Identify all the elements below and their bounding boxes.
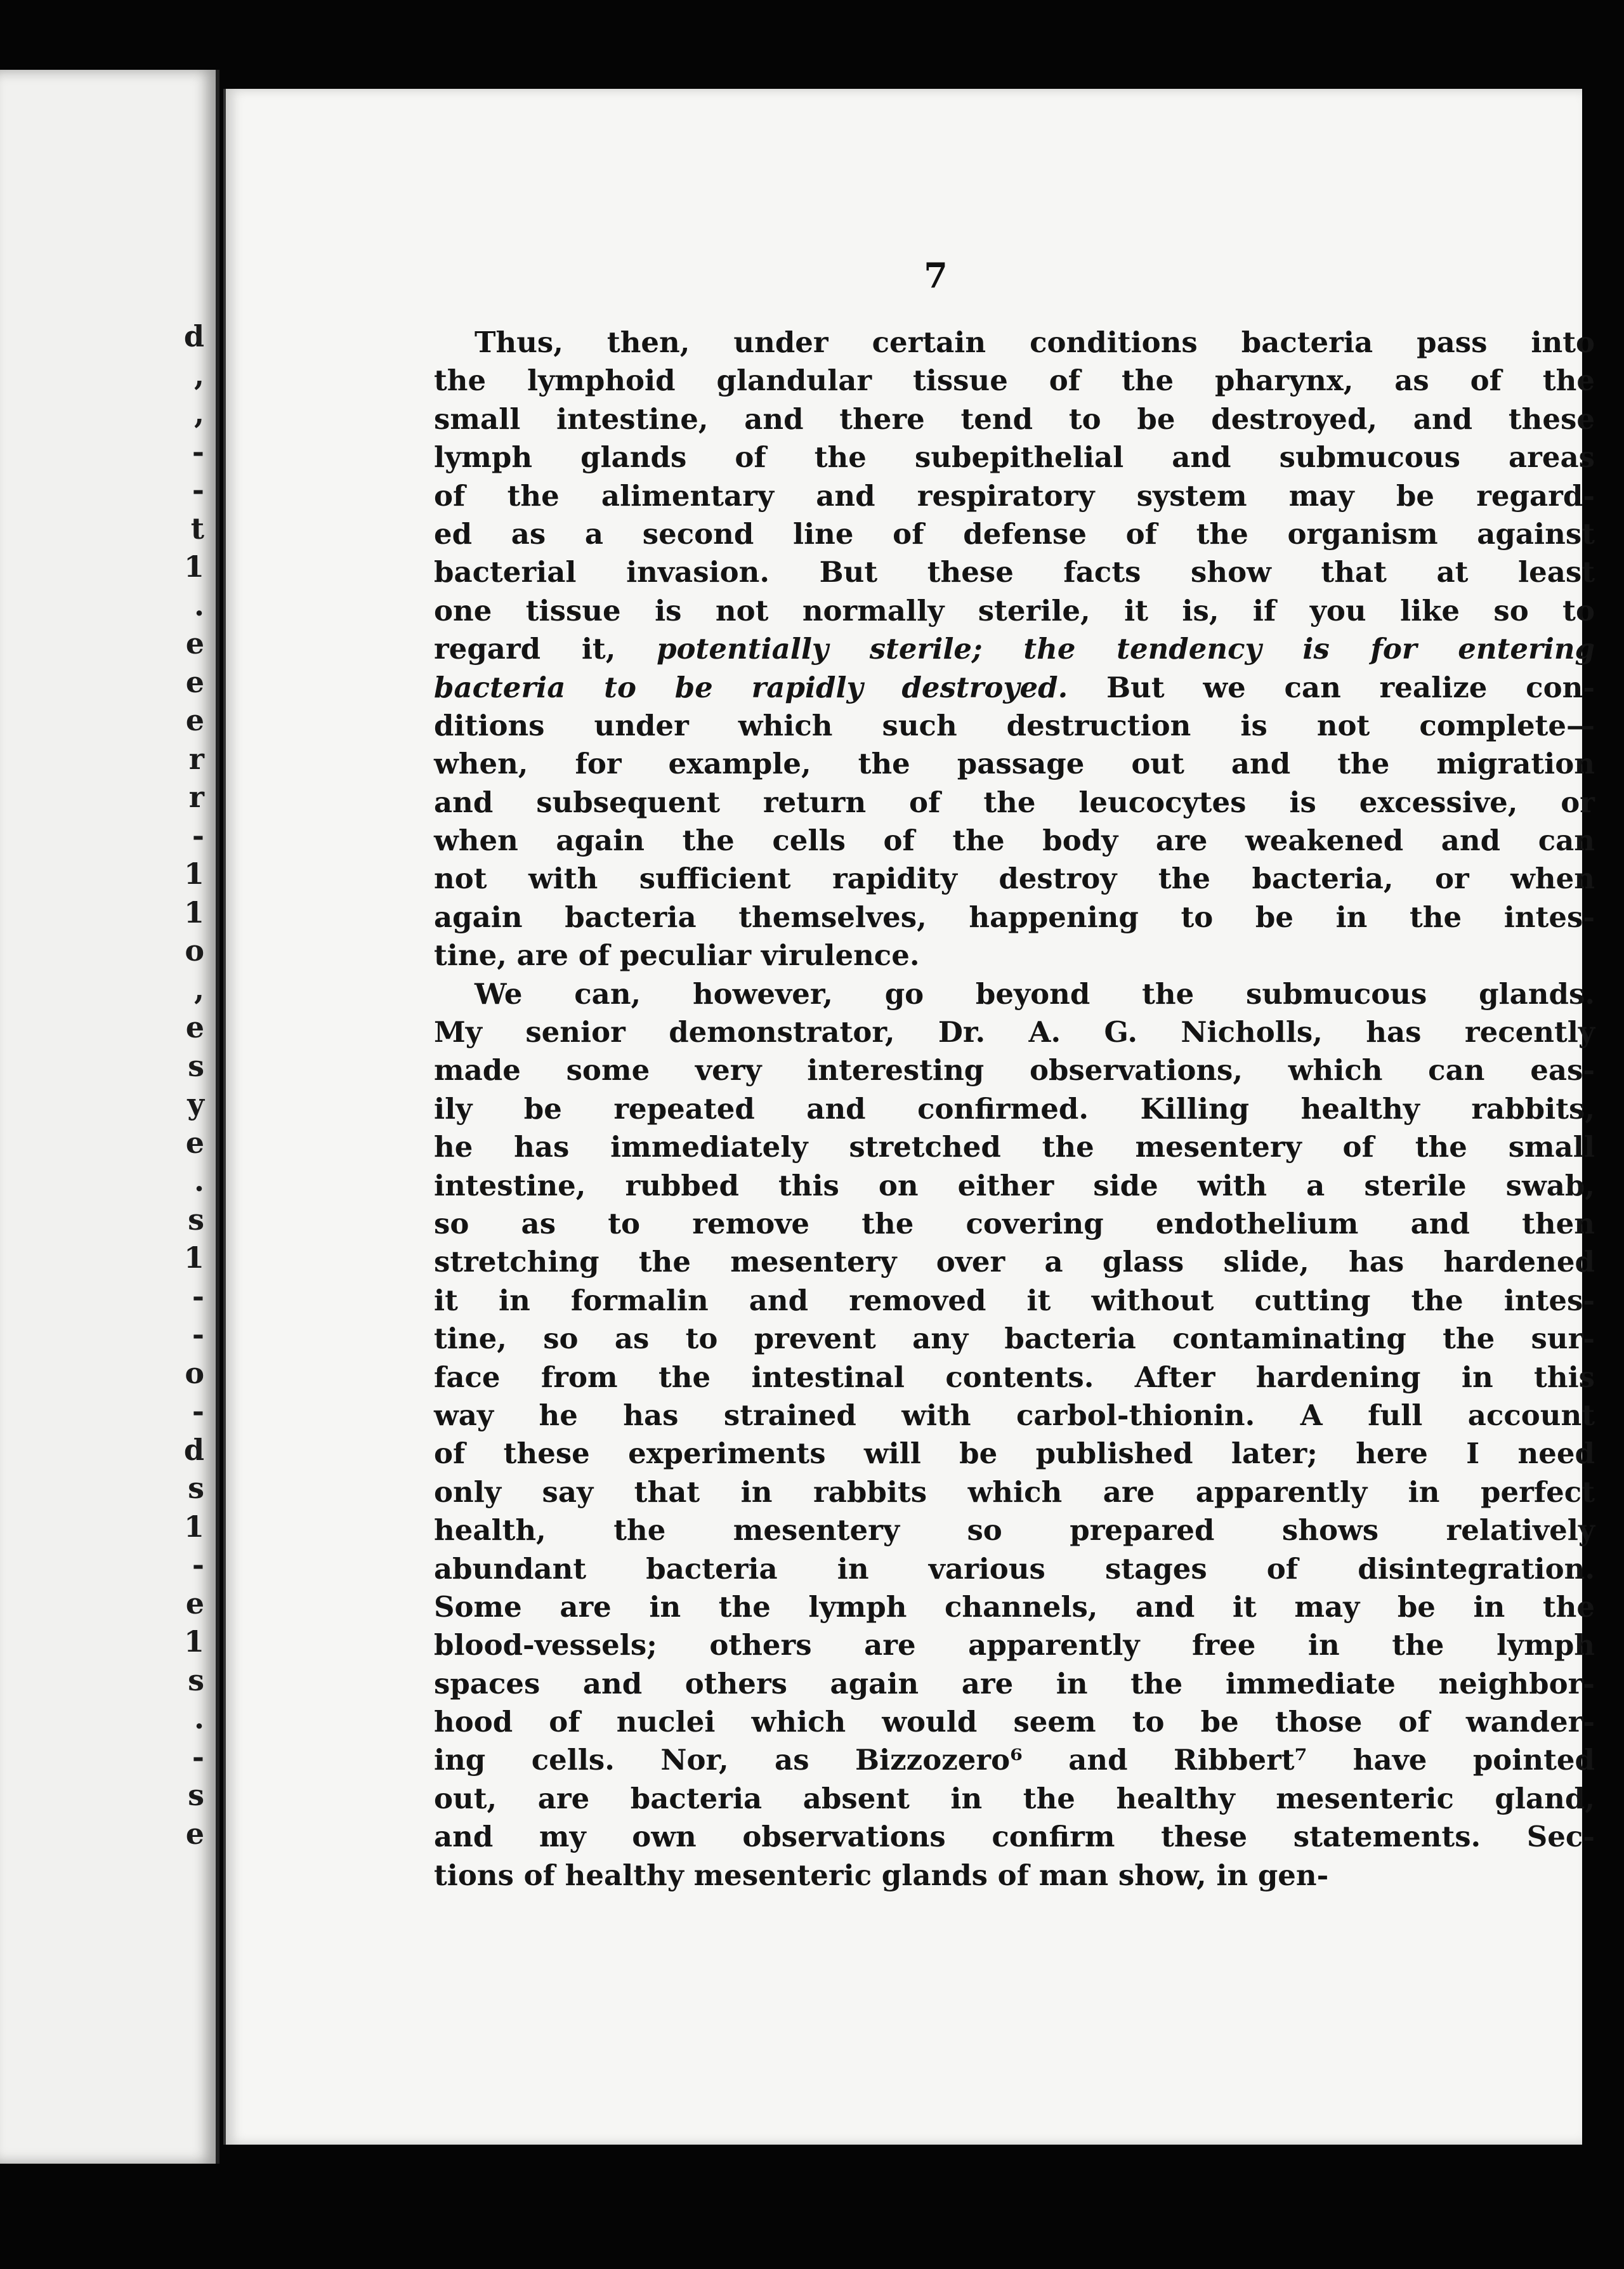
text-segment: he has immediately stretched the mesentery of the small [434, 1130, 1595, 1164]
text-line [434, 1818, 1595, 1856]
italic-text: bacteria to be rapidly destroyed. [434, 670, 1068, 704]
book-page [223, 89, 1595, 2145]
text-line [434, 937, 1595, 975]
text-line [434, 898, 1595, 937]
text-line [434, 1397, 1595, 1435]
facing-page-fragment: s [188, 1048, 204, 1083]
text-segment: it in formalin and removed it without cutting the intes- [434, 1283, 1595, 1317]
facing-page-fragment: , [193, 396, 204, 430]
facing-page-fragment: s [188, 1662, 204, 1697]
facing-page-fragment: y [187, 1087, 204, 1121]
text-segment: bacterial invasion. But these facts show that at least [434, 555, 1595, 589]
text-segment: the lymphoid glandular tissue of the pharynx, as of the [434, 364, 1595, 398]
text-segment: small intestine, and there tend to be destroyed, and these [434, 402, 1595, 436]
facing-page-fragment: d [183, 319, 204, 353]
text-line [434, 630, 1595, 668]
text-line [434, 553, 1595, 591]
body-text [434, 324, 1595, 1895]
text-segment: regard it, [434, 632, 657, 666]
facing-page-fragment: e [185, 1816, 204, 1851]
text-segment: when again the cells of the body are weakened and can [434, 824, 1595, 858]
facing-page-fragment: s [188, 1471, 204, 1505]
text-line [434, 975, 1595, 1013]
text-segment: ily be repeated and confirmed. Killing healthy rabbits, [434, 1091, 1595, 1126]
text-line [434, 1243, 1595, 1281]
facing-page-fragment: e [185, 626, 204, 661]
text-segment: blood-vessels; others are apparently free in the lymph [434, 1628, 1595, 1662]
text-segment: spaces and others again are in the immediate neighbor- [434, 1666, 1595, 1700]
text-line [434, 362, 1595, 400]
text-segment: tine, so as to prevent any bacteria contaminating the sur- [434, 1322, 1595, 1356]
facing-page-fragment: 1 [183, 549, 204, 584]
text-line [434, 1358, 1595, 1397]
facing-page-fragment: r [188, 780, 204, 814]
text-segment: so as to remove the covering endothelium and then [434, 1206, 1595, 1240]
facing-page-fragment: . [193, 1701, 204, 1735]
italic-text: potentially sterile; the tendency is for entering [657, 632, 1595, 666]
text-segment: out, are bacteria absent in the healthy mesenteric gland, [434, 1781, 1595, 1815]
facing-page-fragment: , [193, 357, 204, 392]
facing-page-fragment: - [192, 1279, 204, 1313]
facing-page-fragment: e [185, 703, 204, 737]
facing-page-fragment: 1 [183, 895, 204, 930]
text-segment: only say that in rabbits which are apparently in perfect [434, 1475, 1595, 1509]
text-segment: tine, are of peculiar virulence. [434, 938, 920, 973]
text-segment: not with sufficient rapidity destroy the bacteria, or when [434, 862, 1595, 896]
text-segment: face from the intestinal contents. After hardening in this [434, 1360, 1595, 1394]
text-segment: stretching the mesentery over a glass slide, has hardened [434, 1245, 1595, 1279]
text-line [434, 784, 1595, 822]
text-line [434, 669, 1595, 707]
text-line [434, 1703, 1595, 1741]
facing-page-fragment: 1 [183, 1509, 204, 1544]
text-segment: ed as a second line of defense of the organism against [434, 516, 1595, 551]
facing-page-fragment: d [183, 1432, 204, 1467]
facing-page-fragment: - [192, 1739, 204, 1774]
text-segment: But we can realize con- [1068, 670, 1595, 704]
facing-page-fragment: . [193, 1164, 204, 1198]
text-segment: hood of nuclei which would seem to be those of wander- [434, 1705, 1595, 1739]
text-segment: again bacteria themselves, happening to be in the intes- [434, 900, 1595, 934]
text-segment: and subsequent return of the leucocytes is excessive, or [434, 785, 1595, 819]
facing-page-edge [0, 70, 219, 2164]
text-segment: ing cells. Nor, as Bizzozero⁶ and Ribbert⁷ have pointed [434, 1743, 1595, 1777]
facing-page-fragment: - [192, 473, 204, 507]
text-segment: and my own observations confirm these statements. Sec- [434, 1820, 1595, 1854]
facing-page-fragment: 1 [183, 857, 204, 891]
text-segment: intestine, rubbed this on either side with a sterile swab, [434, 1168, 1595, 1202]
facing-page-fragment: t [190, 511, 204, 546]
facing-page-fragment: 1 [183, 1240, 204, 1275]
facing-page-fragment: e [185, 1586, 204, 1621]
facing-page-fragment: s [188, 1778, 204, 1812]
text-line [434, 1013, 1595, 1051]
facing-page-fragment: - [192, 434, 204, 469]
text-segment: We can, however, go beyond the submucous glands. [475, 977, 1595, 1011]
text-segment: of the alimentary and respiratory system may be regard- [434, 478, 1595, 513]
text-segment: Some are in the lymph channels, and it may be in the [434, 1589, 1595, 1624]
text-segment: abundant bacteria in various stages of disintegration. [434, 1551, 1595, 1586]
text-line [434, 1282, 1595, 1320]
text-segment: way he has strained with carbol-thionin. A full account [434, 1398, 1595, 1432]
page-number: 7 [924, 255, 948, 296]
facing-page-fragment: o [185, 933, 204, 968]
text-segment: ditions under which such destruction is not complete— [434, 708, 1595, 742]
text-line [434, 745, 1595, 783]
text-line [434, 707, 1595, 745]
text-line [434, 1665, 1595, 1703]
facing-page-fragment: o [185, 1355, 204, 1390]
facing-page-fragment: e [185, 1010, 204, 1044]
text-line [434, 324, 1595, 362]
text-line [434, 477, 1595, 515]
text-segment: lymph glands of the subepithelial and submucous areas [434, 440, 1595, 475]
text-line [434, 1741, 1595, 1779]
text-segment: health, the mesentery so prepared shows relatively [434, 1513, 1595, 1548]
text-line [434, 1780, 1595, 1818]
facing-page-fragment: e [185, 1125, 204, 1160]
text-line [434, 515, 1595, 553]
text-line [434, 592, 1595, 630]
text-segment: My senior demonstrator, Dr. A. G. Nicholls, has recently [434, 1015, 1595, 1049]
facing-page-fragment: e [185, 664, 204, 699]
text-line [434, 1511, 1595, 1549]
facing-page-fragment: . [193, 588, 204, 622]
facing-page-fragments [166, 317, 204, 1853]
text-segment: one tissue is not normally sterile, it is, if you like so to [434, 593, 1595, 628]
text-line [434, 1626, 1595, 1664]
text-line [434, 860, 1595, 898]
text-segment: made some very interesting observations, which can eas- [434, 1053, 1595, 1088]
text-line [434, 1128, 1595, 1166]
text-line [434, 822, 1595, 860]
facing-page-fragment: - [192, 1548, 204, 1582]
facing-page-fragment: - [192, 818, 204, 853]
text-line [434, 1473, 1595, 1511]
text-line [434, 1435, 1595, 1473]
text-line [434, 400, 1595, 438]
facing-page-fragment: - [192, 1394, 204, 1428]
text-line [434, 1588, 1595, 1626]
text-line [434, 1167, 1595, 1205]
text-line [434, 1550, 1595, 1588]
text-line [434, 1051, 1595, 1089]
text-segment: when, for example, the passage out and the migration [434, 747, 1595, 781]
text-segment: tions of healthy mesenteric glands of man show, in gen- [434, 1858, 1329, 1892]
text-line [434, 1320, 1595, 1358]
text-line [434, 438, 1595, 477]
facing-page-fragment: s [188, 1202, 204, 1237]
text-line [434, 1857, 1595, 1895]
facing-page-fragment: - [192, 1317, 204, 1352]
facing-page-fragment: 1 [183, 1624, 204, 1659]
text-segment: of these experiments will be published later; here I need [434, 1437, 1595, 1471]
text-line [434, 1205, 1595, 1243]
facing-page-fragment: , [193, 971, 204, 1006]
text-segment: Thus, then, under certain conditions bacteria pass into [475, 326, 1595, 359]
text-line [434, 1090, 1595, 1128]
facing-page-fragment: r [188, 741, 204, 776]
